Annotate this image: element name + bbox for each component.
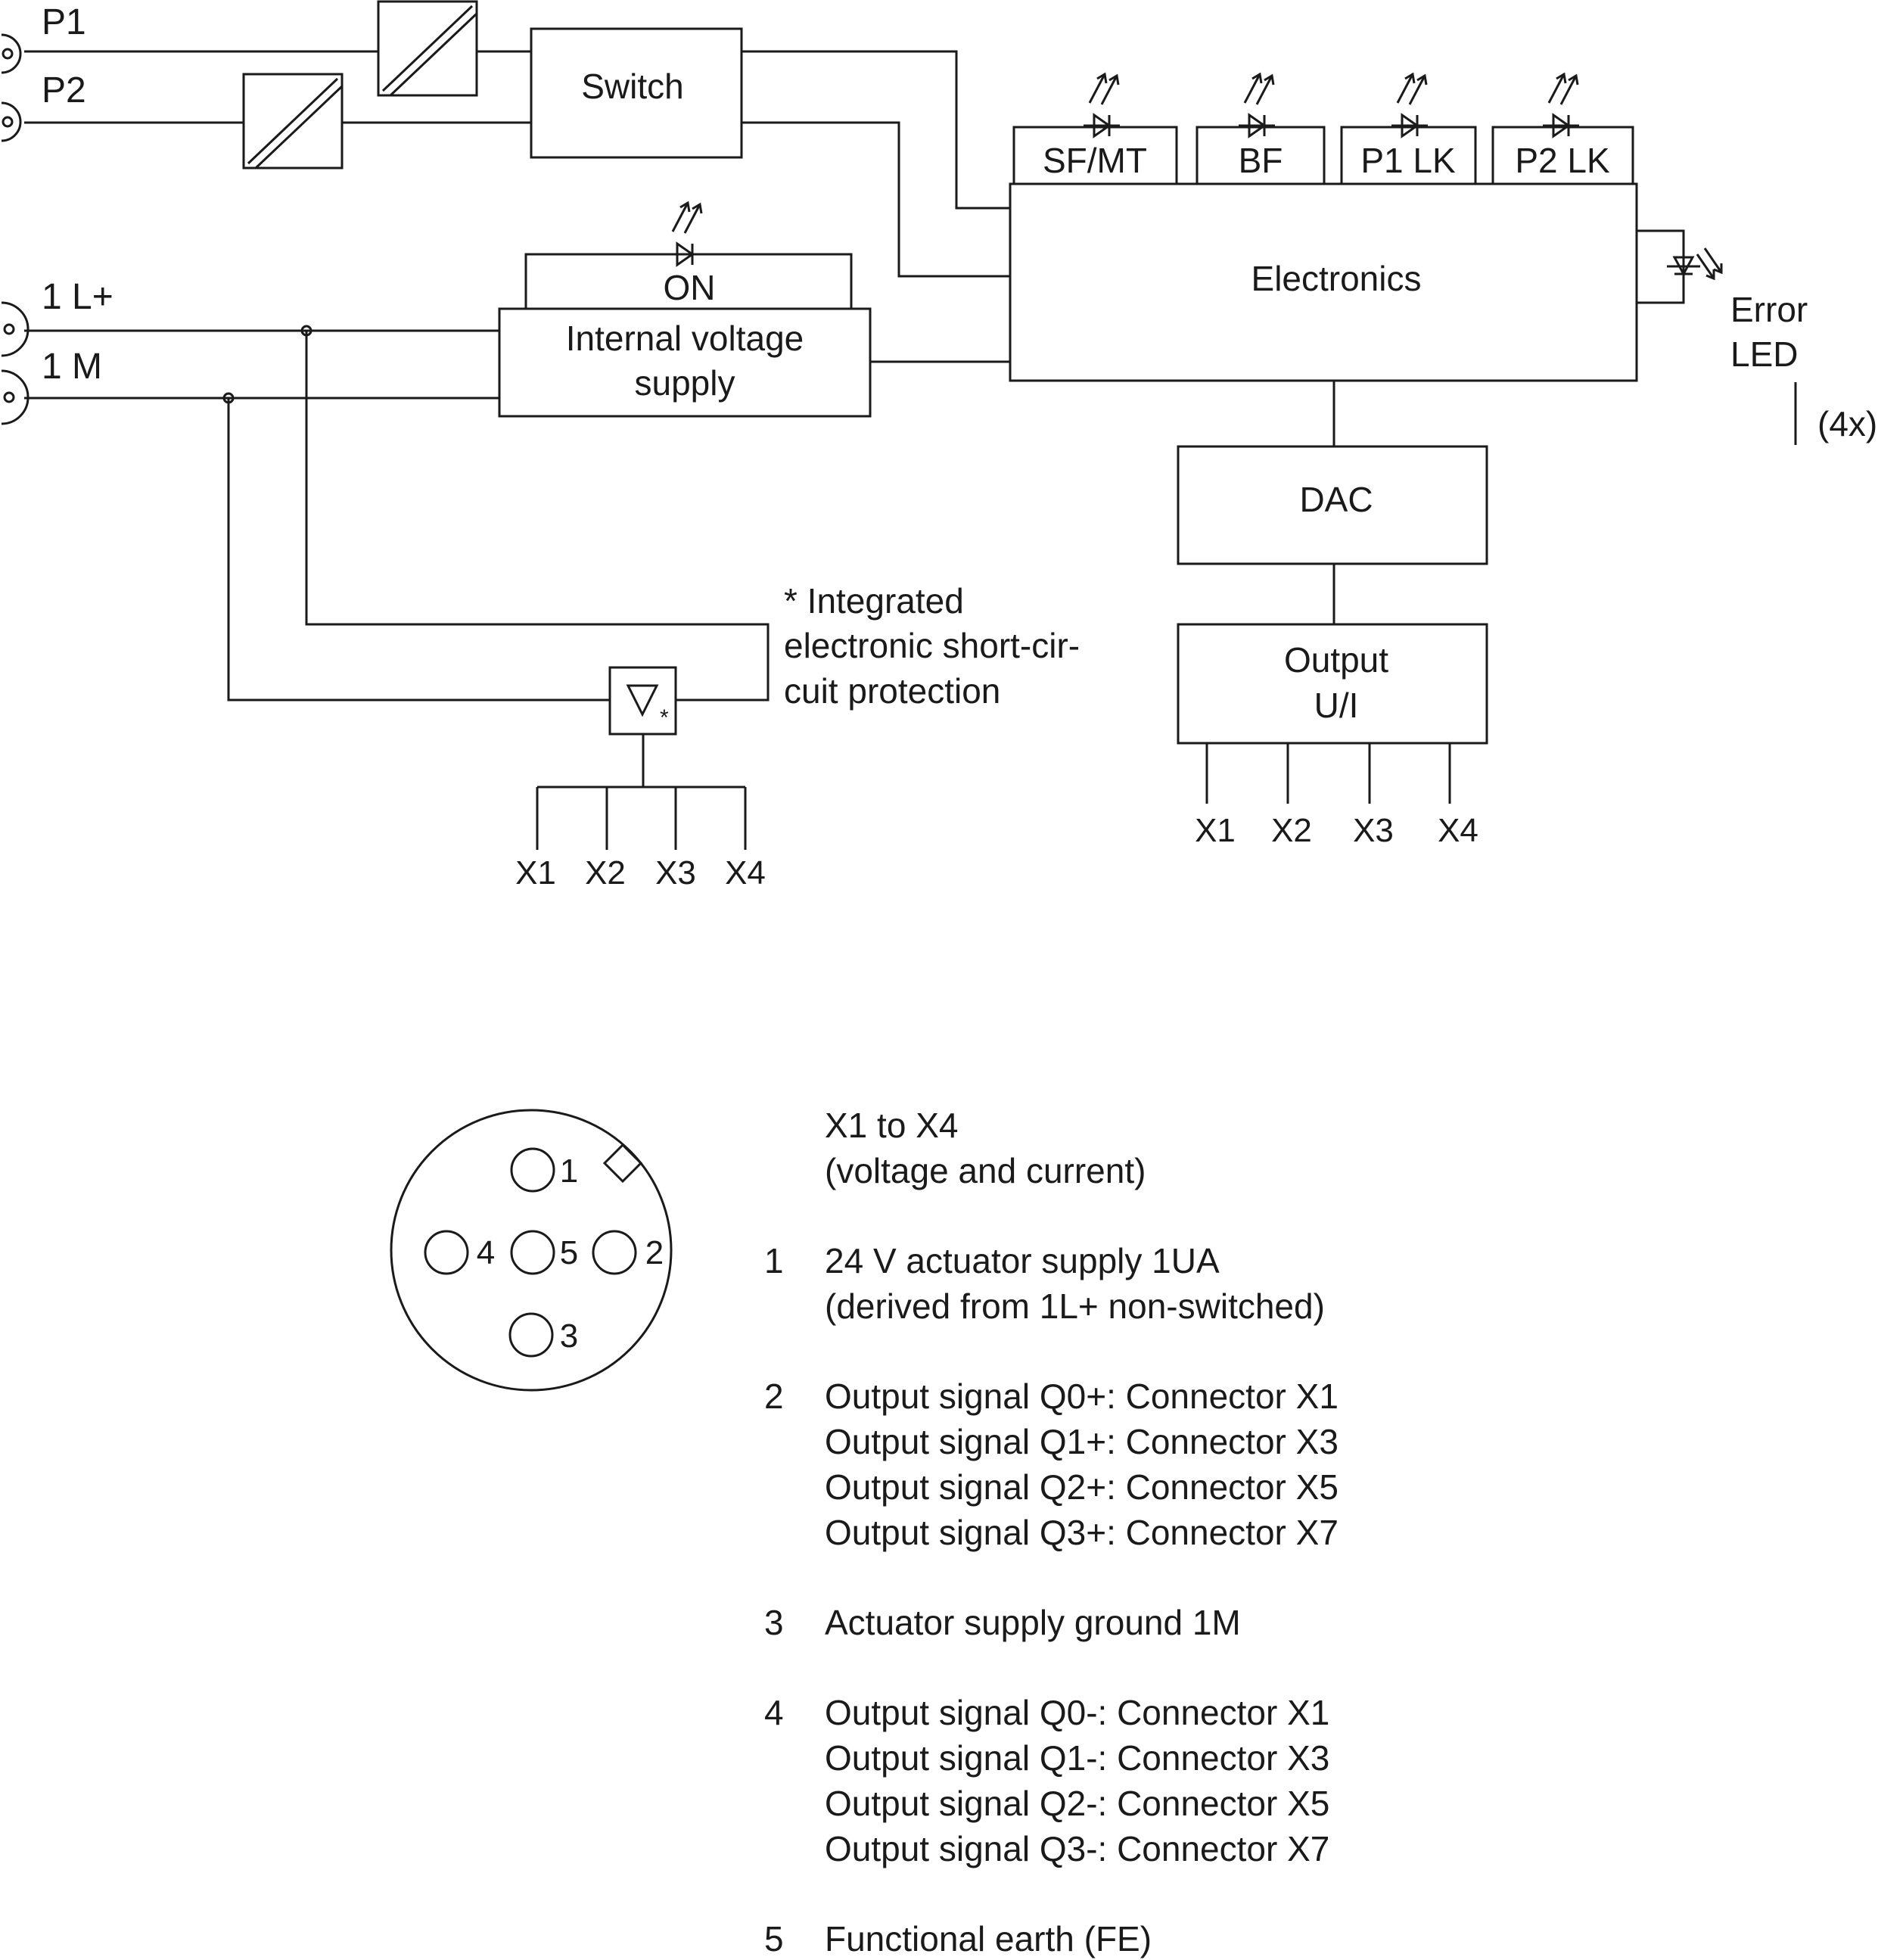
legend-header-line1: X1 to X4 xyxy=(825,1106,959,1145)
legend-header-line2: (voltage and current) xyxy=(825,1151,1146,1190)
legend-entry-text: Actuator supply ground 1M xyxy=(825,1603,1241,1642)
connector-pinout-icon xyxy=(391,1110,671,1390)
pin-label-5: 5 xyxy=(559,1234,579,1271)
dac-label: DAC xyxy=(1299,480,1373,519)
error-led-count: (4x) xyxy=(1817,404,1878,443)
power-m-label: 1 M xyxy=(42,347,103,387)
electronics-label: Electronics xyxy=(1251,259,1422,298)
output-label-line2: U/I xyxy=(1314,686,1359,725)
legend-entry-text: 24 V actuator supply 1UA xyxy=(825,1241,1220,1280)
supply-connector-x4: X4 xyxy=(725,854,766,891)
supply-connector-x3: X3 xyxy=(655,854,696,891)
output-label-line1: Output xyxy=(1283,640,1389,680)
legend-entry-number: 5 xyxy=(764,1919,784,1958)
port-p2-socket-icon xyxy=(2,103,20,141)
legend-entry-text: Output signal Q2+: Connector X5 xyxy=(825,1467,1339,1507)
legend-entry-text: Output signal Q3-: Connector X7 xyxy=(825,1829,1330,1868)
legend-entry-number: 1 xyxy=(764,1241,784,1280)
error-led-label-line2: LED xyxy=(1730,334,1799,374)
internal-supply-label-line2: supply xyxy=(634,363,735,403)
protection-note-line1: * Integrated xyxy=(784,581,964,621)
power-lplus-label: 1 L+ xyxy=(42,277,113,317)
power-lplus-socket-icon xyxy=(2,303,28,356)
legend-entry-text: Functional earth (FE) xyxy=(825,1919,1152,1958)
error-led-label-line1: Error xyxy=(1730,290,1808,329)
pin-label-1: 1 xyxy=(559,1153,579,1190)
output-connector-x1: X1 xyxy=(1195,812,1236,849)
led-label-bf: BF xyxy=(1238,141,1283,180)
power-m-socket-icon xyxy=(2,371,28,424)
protection-note-line3: cuit protection xyxy=(784,671,1001,711)
legend-entry-text: Output signal Q1+: Connector X3 xyxy=(825,1422,1339,1461)
legend-entry-text: Output signal Q0-: Connector X1 xyxy=(825,1693,1330,1732)
port-p1-label: P1 xyxy=(42,2,86,42)
led-label-p1-lk: P1 LK xyxy=(1360,141,1456,180)
legend-entry-number: 3 xyxy=(764,1603,784,1642)
legend-entry-text: Output signal Q2-: Connector X5 xyxy=(825,1784,1330,1823)
supply-connector-x1: X1 xyxy=(515,854,556,891)
legend-entry-text: Output signal Q3+: Connector X7 xyxy=(825,1513,1339,1552)
protection-asterisk: * xyxy=(660,705,669,730)
output-connector-x2: X2 xyxy=(1271,812,1312,849)
output-connector-x3: X3 xyxy=(1353,812,1394,849)
port-p2-label: P2 xyxy=(42,70,86,110)
on-led-icon xyxy=(667,203,703,265)
legend-entry-number: 4 xyxy=(764,1693,784,1732)
legend-entry-number: 2 xyxy=(764,1377,784,1416)
legend-entry-text: (derived from 1L+ non-switched) xyxy=(825,1286,1325,1326)
protection-note-line2: electronic short-cir- xyxy=(784,626,1080,665)
port-p1-socket-icon xyxy=(2,35,20,73)
on-led-label: ON xyxy=(663,268,716,307)
converter-p2-icon xyxy=(244,74,342,168)
switch-label: Switch xyxy=(581,67,684,106)
pin-label-4: 4 xyxy=(476,1234,496,1271)
pin-label-2: 2 xyxy=(645,1234,664,1271)
pin-legend xyxy=(764,1106,1339,1958)
supply-connector-x2: X2 xyxy=(585,854,626,891)
converter-p1-icon xyxy=(378,2,477,95)
output-connector-x4: X4 xyxy=(1438,812,1478,849)
legend-entry-text: Output signal Q0+: Connector X1 xyxy=(825,1377,1339,1416)
error-led-icon xyxy=(1667,248,1721,278)
pin-label-3: 3 xyxy=(559,1318,579,1355)
internal-supply-label-line1: Internal voltage xyxy=(565,319,804,358)
led-label-sf-mt: SF/MT xyxy=(1043,141,1147,180)
led-label-p2-lk: P2 LK xyxy=(1515,141,1610,180)
legend-entry-text: Output signal Q1-: Connector X3 xyxy=(825,1738,1330,1778)
